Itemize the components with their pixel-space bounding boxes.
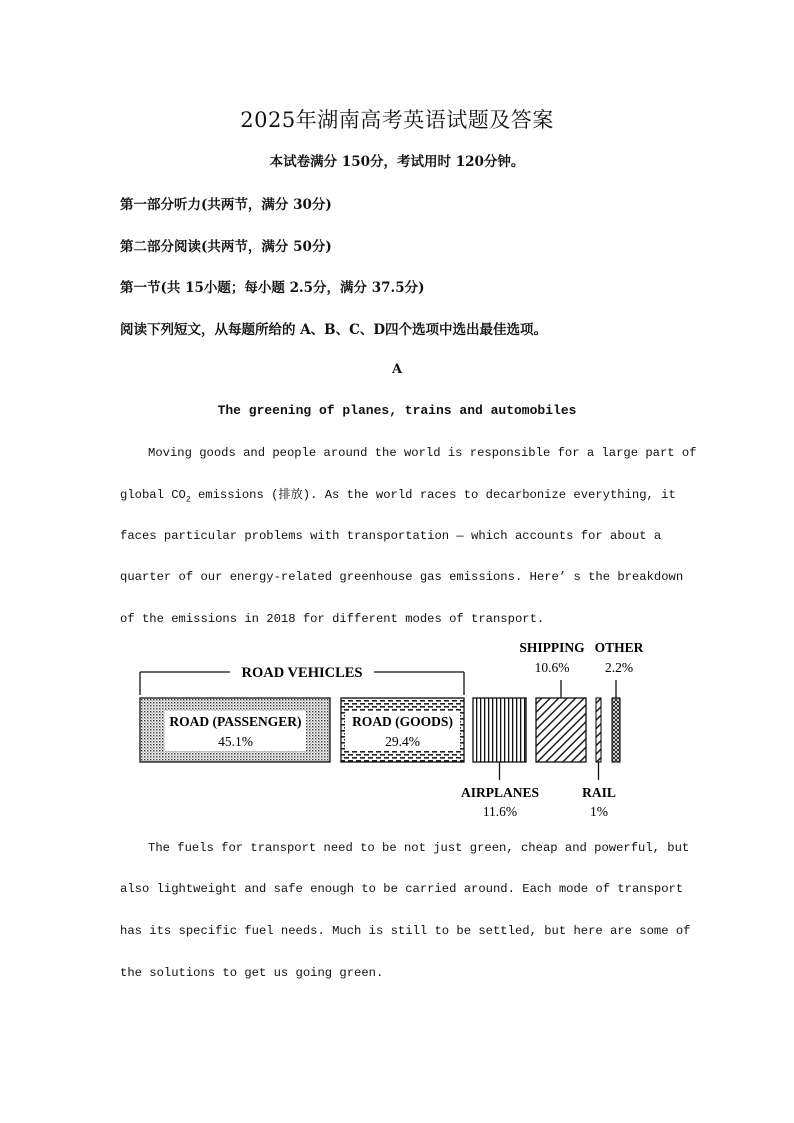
paragraph1-line5: of the emissions in 2018 for different modes of transport. xyxy=(120,612,545,626)
category-road-goods: ROAD (GOODS) xyxy=(352,714,453,729)
section-instructions: 阅读下列短文，从每题所给的 A、B、C、D四个选项中选出最佳选项。 xyxy=(120,322,548,338)
bar-other xyxy=(612,698,620,762)
paragraph2-line4: the solutions to get us going green. xyxy=(120,966,384,980)
paragraph1-line1: Moving goods and people around the world is responsible for a large part of xyxy=(148,446,697,460)
paragraph1-line3: faces particular problems with transportation — which accounts for about a xyxy=(120,529,662,543)
value-road-passenger: 45.1% xyxy=(218,734,253,749)
paragraph1-line4: quarter of our energy-related greenhouse gas emissions. Here’ s the breakdown xyxy=(120,570,684,584)
paragraph1-line2-text: emissions (排放). As the world races to decarbonize everything, it xyxy=(197,488,676,502)
bar-airplanes xyxy=(473,698,526,762)
passage-title: The greening of planes, trains and automobiles xyxy=(217,403,577,418)
paragraph2-line3: has its specific fuel needs. Much is still to be settled, but here are some of xyxy=(120,924,691,938)
category-other: OTHER xyxy=(594,640,644,655)
passage-label: A xyxy=(391,362,403,377)
bar-rail xyxy=(596,698,601,762)
value-rail: 1% xyxy=(590,804,608,819)
bar-shipping xyxy=(536,698,586,762)
value-airplanes: 11.6% xyxy=(482,804,518,819)
category-rail: RAIL xyxy=(582,785,616,800)
page-title: 2025年湖南高考英语试题及答案 xyxy=(240,108,554,132)
road-vehicles-label: ROAD VEHICLES xyxy=(241,665,363,681)
value-shipping: 10.6% xyxy=(534,660,570,675)
value-other: 2.2% xyxy=(604,660,634,675)
section-part-one: 第一节(共 15小题；每小题 2.5分，满分 37.5分) xyxy=(120,280,425,296)
section-listening: 第一部分听力(共两节，满分 30分) xyxy=(120,197,332,213)
category-shipping: SHIPPING xyxy=(519,640,585,655)
category-airplanes: AIRPLANES xyxy=(460,785,540,800)
paragraph2-line1: The fuels for transport need to be not just green, cheap and powerful, but xyxy=(148,841,690,855)
category-road-passenger: ROAD (PASSENGER) xyxy=(169,714,302,729)
paragraph2-line2: also lightweight and safe enough to be carried around. Each mode of transport xyxy=(120,882,684,896)
co2-subscript: 2 xyxy=(185,495,191,505)
section-reading: 第二部分阅读(共两节，满分 50分) xyxy=(120,239,332,255)
value-road-goods: 29.4% xyxy=(385,734,420,749)
exam-info: 本试卷满分 150分，考试用时 120分钟。 xyxy=(269,154,525,170)
co2-prefix: global CO xyxy=(120,488,186,502)
